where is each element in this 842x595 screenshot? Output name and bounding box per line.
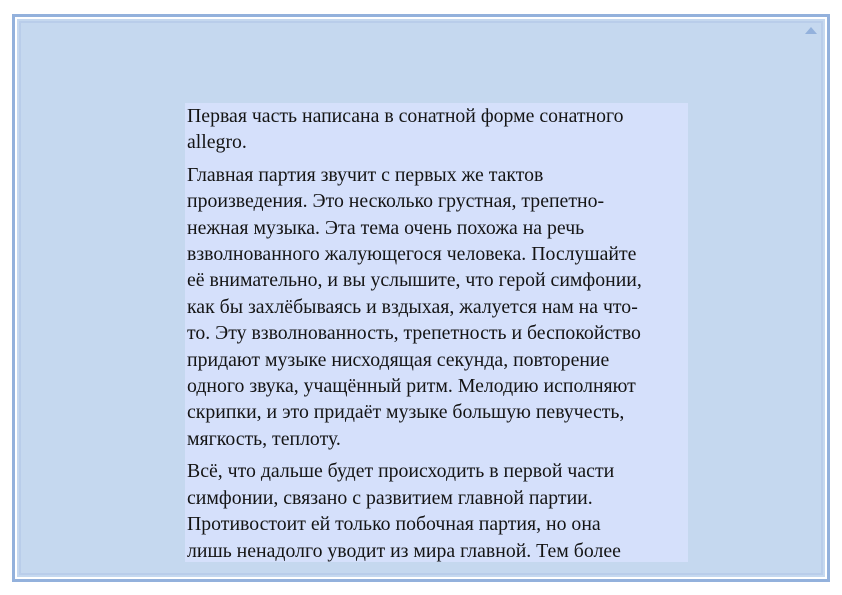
paragraph-3	[187, 458, 688, 562]
text-line: мягкость, теплоту.	[187, 427, 341, 450]
text-line: Главная партия звучит с первых же тактов	[187, 163, 544, 186]
text-line: лишь ненадолго уводит из мира главной. Тем более	[187, 539, 621, 562]
text-line: симфонии, связано с развитием главной партии.	[187, 486, 593, 509]
text-line: её внимательно, и вы услышите, что герой симфонии,	[187, 269, 642, 292]
text-line: как бы захлёбываясь и вздыхая, жалуется нам на что-	[187, 295, 638, 318]
corner-mark-icon	[805, 27, 817, 34]
text-panel	[185, 103, 688, 562]
text-line: Первая часть написана в сонатной форме сонатного	[187, 105, 624, 127]
text-line: придают музыке нисходящая секунда, повторение	[187, 348, 610, 371]
text-line: то. Эту взволнованность, трепетность и беспокойство	[187, 322, 641, 345]
text-line: скрипки, и это придаёт музыке большую певучесть,	[187, 401, 625, 424]
text-line: Всё, что дальше будет происходить в первой части	[187, 460, 615, 483]
text-line: нежная музыка. Эта тема очень похожа на речь	[187, 216, 585, 239]
text-line: произведения. Это несколько грустная, трепетно-	[187, 190, 605, 213]
text-line: одного звука, учащённый ритм. Мелодию исполняют	[187, 375, 636, 398]
text-line: взволнованного жалующегося человека. Послушайте	[187, 243, 637, 266]
slide-frame	[12, 14, 830, 582]
text-line: Противостоит ей только побочная партия, но она	[187, 513, 601, 536]
paragraph-1	[187, 103, 688, 156]
paragraph-2	[187, 162, 688, 452]
text-line: allegro.	[187, 131, 247, 154]
